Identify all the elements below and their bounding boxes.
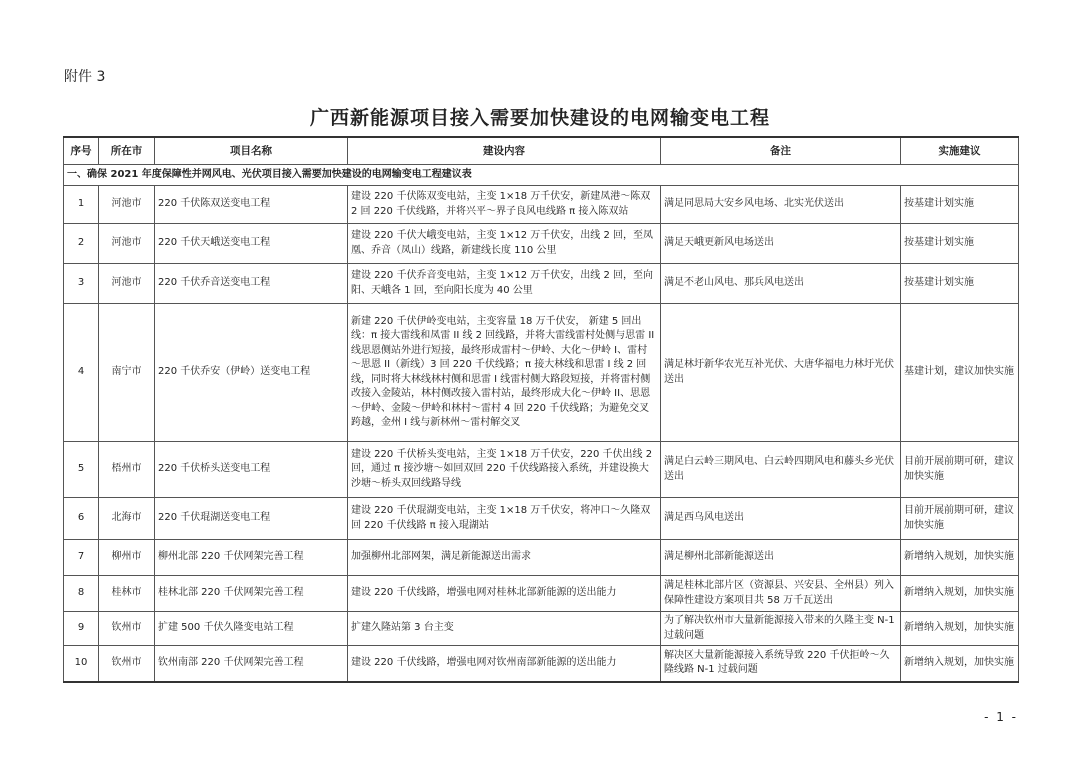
row-number: 2 xyxy=(64,224,99,264)
row-content: 建设 220 千伏线路，增强电网对钦州南部新能源的送出能力 xyxy=(348,646,661,682)
row-note: 满足不老山风电、那兵风电送出 xyxy=(661,264,901,304)
row-advice: 新增纳入规划，加快实施 xyxy=(901,612,1019,646)
row-content: 加强柳州北部网架，满足新能源送出需求 xyxy=(348,540,661,576)
header-content: 建设内容 xyxy=(348,137,661,165)
row-project-name: 220 千伏琨湖送变电工程 xyxy=(155,498,348,540)
row-project-name: 柳州北部 220 千伏网架完善工程 xyxy=(155,540,348,576)
row-note: 满足白云岭三期风电、白云岭四期风电和藤头乡光伏送出 xyxy=(661,442,901,498)
row-city: 梧州市 xyxy=(99,442,155,498)
row-city: 南宁市 xyxy=(99,304,155,442)
row-advice: 基建计划，建议加快实施 xyxy=(901,304,1019,442)
row-note: 满足桂林北部片区（资源县、兴安县、全州县）列入保障性建设方案项目共 58 万千瓦送出 xyxy=(661,576,901,612)
row-number: 10 xyxy=(64,646,99,682)
row-note: 满足同思局大安乡风电场、北实光伏送出 xyxy=(661,186,901,224)
header-note: 备注 xyxy=(661,137,901,165)
attachment-label: 附件 3 xyxy=(64,69,106,85)
table-row xyxy=(64,576,1019,612)
row-advice: 新增纳入规划，加快实施 xyxy=(901,540,1019,576)
row-content: 扩建久隆站第 3 台主变 xyxy=(348,612,661,646)
row-number: 8 xyxy=(64,576,99,612)
row-number: 5 xyxy=(64,442,99,498)
table-row xyxy=(64,612,1019,646)
row-content: 建设 220 千伏线路，增强电网对桂林北部新能源的送出能力 xyxy=(348,576,661,612)
row-number: 4 xyxy=(64,304,99,442)
row-project-name: 220 千伏乔音送变电工程 xyxy=(155,264,348,304)
row-advice: 新增纳入规划，加快实施 xyxy=(901,646,1019,682)
row-note: 满足林圩新华农光互补光伏、大唐华福电力林圩光伏送出 xyxy=(661,304,901,442)
header-project-name: 项目名称 xyxy=(155,137,348,165)
row-content: 建设 220 千伏乔音变电站，主变 1×12 万千伏安，出线 2 回，至向阳、天峨各 1 回，至向阳长度为 40 公里 xyxy=(348,264,661,304)
table-row xyxy=(64,540,1019,576)
row-city: 柳州市 xyxy=(99,540,155,576)
row-note: 满足西乌风电送出 xyxy=(661,498,901,540)
row-city: 桂林市 xyxy=(99,576,155,612)
table-row xyxy=(64,264,1019,304)
header-number: 序号 xyxy=(64,137,99,165)
header-city: 所在市 xyxy=(99,137,155,165)
row-city: 河池市 xyxy=(99,186,155,224)
row-project-name: 钦州南部 220 千伏网架完善工程 xyxy=(155,646,348,682)
table-row xyxy=(64,442,1019,498)
table-row xyxy=(64,646,1019,682)
row-city: 河池市 xyxy=(99,264,155,304)
section-title: 一、确保 2021 年度保障性并网风电、光伏项目接入需要加快建设的电网输变电工程建议表 xyxy=(64,165,1019,186)
row-project-name: 220 千伏陈双送变电工程 xyxy=(155,186,348,224)
row-advice: 新增纳入规划，加快实施 xyxy=(901,576,1019,612)
row-project-name: 扩建 500 千伏久隆变电站工程 xyxy=(155,612,348,646)
table-row xyxy=(64,498,1019,540)
row-note: 为了解决钦州市大量新能源接入带来的久隆主变 N-1 过载问题 xyxy=(661,612,901,646)
row-city: 河池市 xyxy=(99,224,155,264)
row-advice: 按基建计划实施 xyxy=(901,264,1019,304)
row-content: 建设 220 千伏大峨变电站，主变 1×12 万千伏安，出线 2 回，至凤凰、乔音（凤山）线路，新建线长度 110 公里 xyxy=(348,224,661,264)
table-row xyxy=(64,186,1019,224)
row-note: 满足天峨更新风电场送出 xyxy=(661,224,901,264)
row-project-name: 220 千伏桥头送变电工程 xyxy=(155,442,348,498)
row-note: 解决区大量新能源接入系统导致 220 千伏拒岭～久隆线路 N-1 过载问题 xyxy=(661,646,901,682)
row-city: 北海市 xyxy=(99,498,155,540)
row-content: 新建 220 千伏伊岭变电站，主变容量 18 万千伏安， 新建 5 回出线：π 接大雷线和凤雷 II 线 2 回线路，并将大雷线雷村处侧与思雷 II 线思恩侧站外进行短接，最终形成雷村～伊岭、大化～伊岭 I、雷村～思恩 II（新线）3 回 220 千伏线路；π 接大林线和思雷 I 线 2 回线，同时将大林线林村侧和思雷 I 线雷村侧大路段短接，并将雷村侧改接入金陵站，林村侧改接入雷村站，最终形成大化～伊岭 II、思恩～伊岭、金陵～伊岭和林村～雷村 4 回 220 千伏线路；为避免交叉跨越，金州 I 线与新林州～雷村解交叉 xyxy=(348,304,661,442)
row-number: 7 xyxy=(64,540,99,576)
header-advice: 实施建议 xyxy=(901,137,1019,165)
row-number: 9 xyxy=(64,612,99,646)
row-number: 6 xyxy=(64,498,99,540)
row-number: 1 xyxy=(64,186,99,224)
row-advice: 目前开展前期可研，建议加快实施 xyxy=(901,442,1019,498)
table-row xyxy=(64,304,1019,442)
document-title: 广西新能源项目接入需要加快建设的电网输变电工程 xyxy=(309,107,770,129)
row-advice: 按基建计划实施 xyxy=(901,186,1019,224)
page-number: - 1 - xyxy=(984,710,1018,724)
row-content: 建设 220 千伏陈双变电站，主变 1×18 万千伏安，新建凤港～陈双 2 回 220 千伏线路，并将兴平～界子良风电线路 π 接入陈双站 xyxy=(348,186,661,224)
row-content: 建设 220 千伏琨湖变电站，主变 1×18 万千伏安，将冲口～久隆双回 220 千伏线路 π 接入琨湖站 xyxy=(348,498,661,540)
table-header-row xyxy=(64,137,1019,165)
row-content: 建设 220 千伏桥头变电站，主变 1×18 万千伏安，220 千伏出线 2 回，通过 π 接沙塘～如回双回 220 千伏线路接入系统，并建设换大沙塘～桥头双回线路导线 xyxy=(348,442,661,498)
row-project-name: 220 千伏乔安（伊岭）送变电工程 xyxy=(155,304,348,442)
row-city: 钦州市 xyxy=(99,612,155,646)
row-project-name: 桂林北部 220 千伏网架完善工程 xyxy=(155,576,348,612)
row-note: 满足柳州北部新能源送出 xyxy=(661,540,901,576)
row-city: 钦州市 xyxy=(99,646,155,682)
projects-table xyxy=(63,136,1019,683)
row-advice: 目前开展前期可研，建议加快实施 xyxy=(901,498,1019,540)
table-row xyxy=(64,224,1019,264)
row-project-name: 220 千伏天峨送变电工程 xyxy=(155,224,348,264)
row-number: 3 xyxy=(64,264,99,304)
section-row xyxy=(64,165,1019,186)
row-advice: 按基建计划实施 xyxy=(901,224,1019,264)
